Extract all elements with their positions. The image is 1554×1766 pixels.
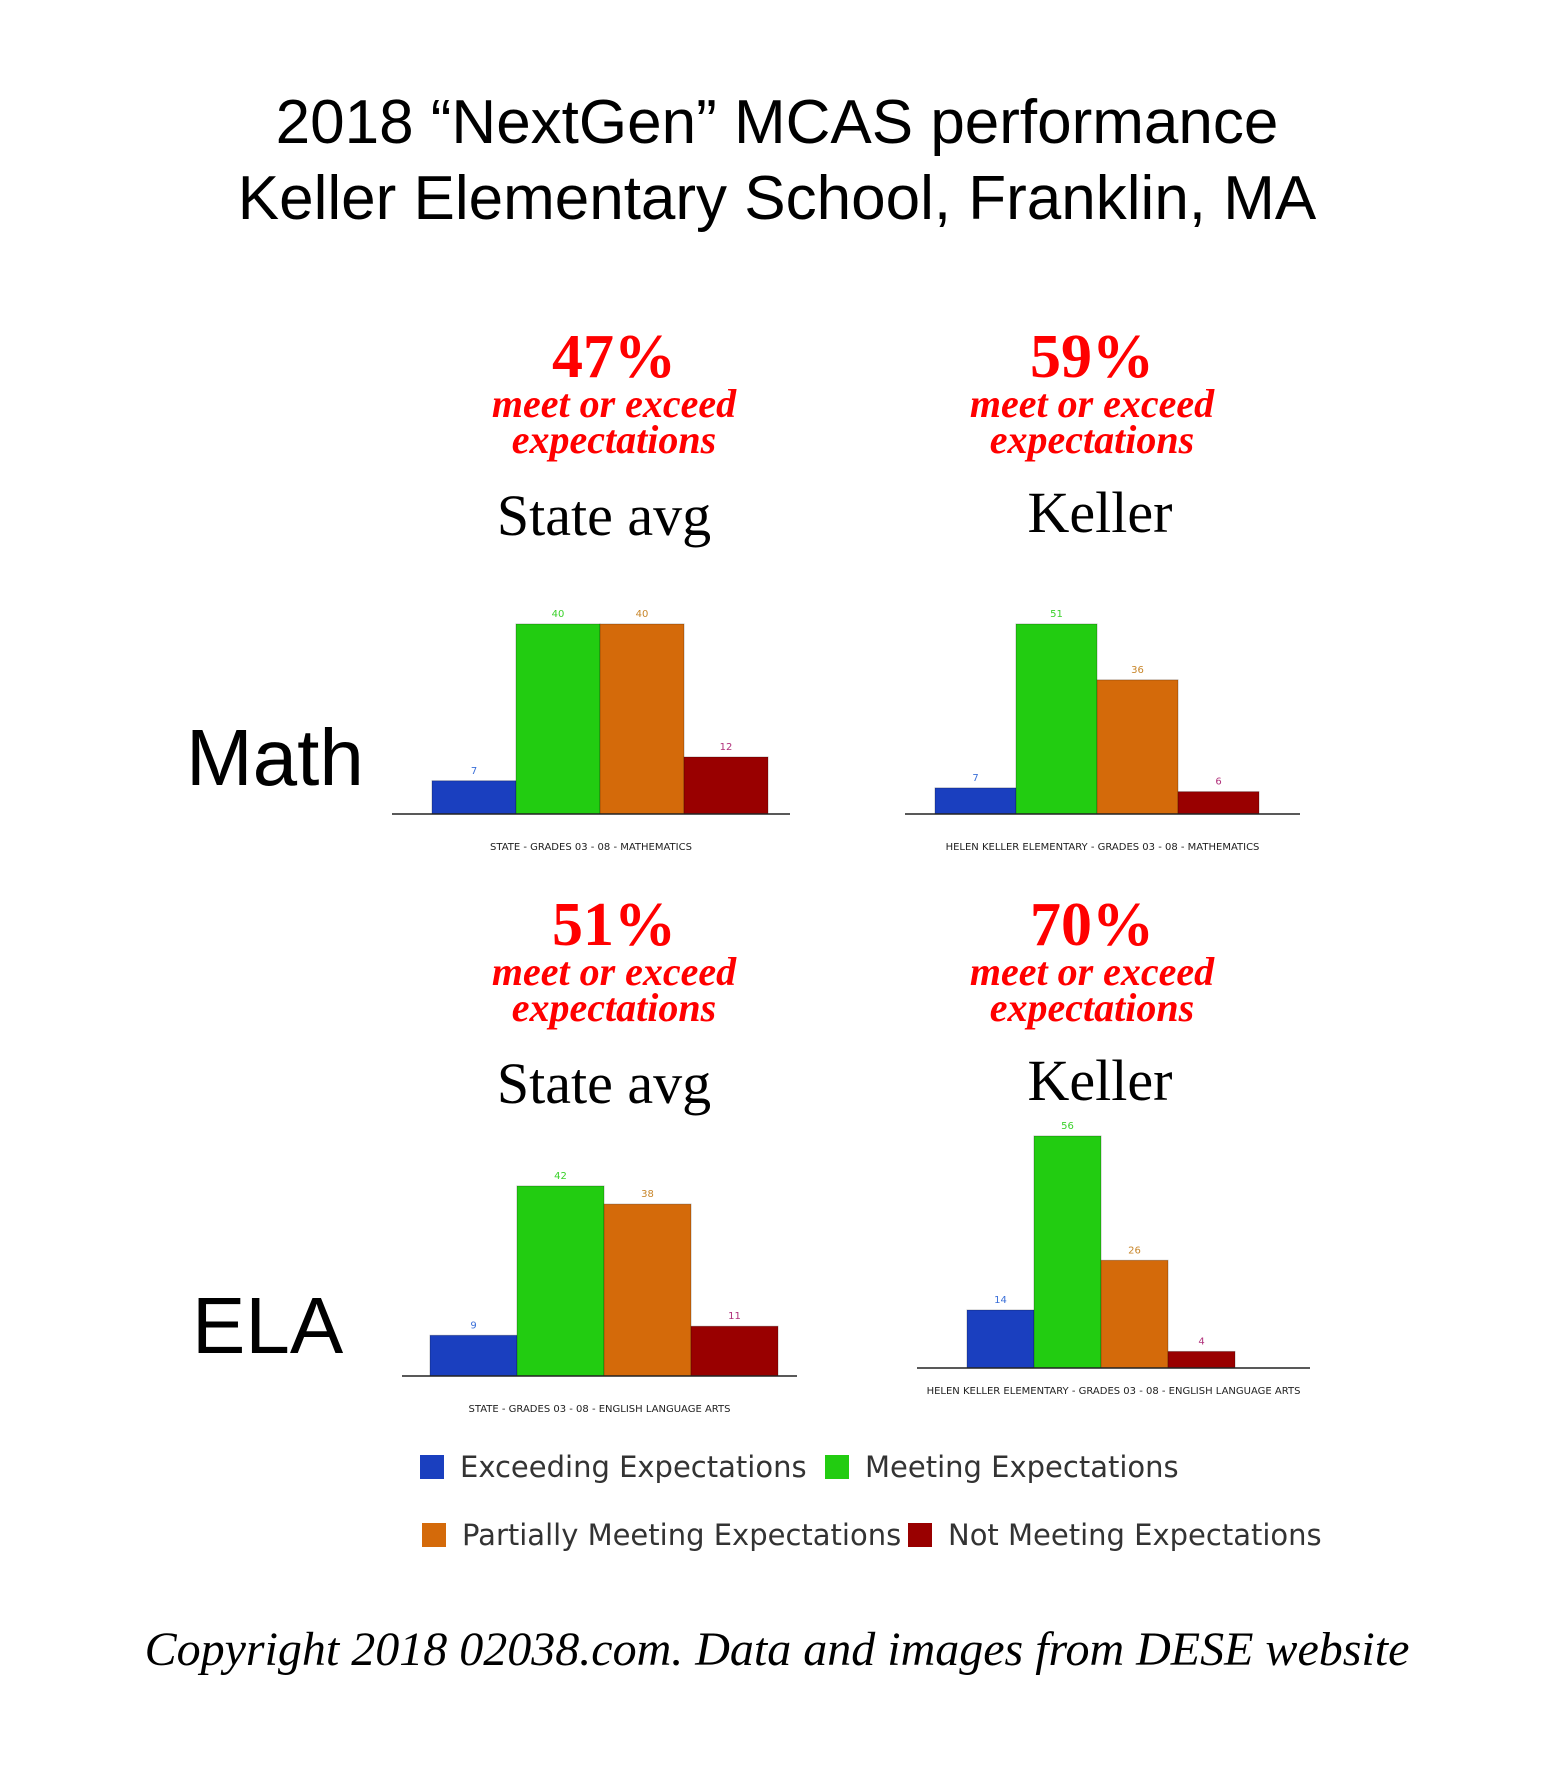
bar-value-label: 14 [994,1295,1007,1306]
legend-label: Partially Meeting Expectations [462,1518,902,1552]
math-keller-percent: 59% [1030,323,1154,391]
bar-not-meeting-expectations [684,757,768,814]
legend-item-partially-meeting [422,1518,901,1552]
x-axis-label: STATE - GRADES 03 - 08 - ENGLISH LANGUAGE ARTS [468,1404,731,1415]
math-keller-label: Keller [1027,480,1173,545]
bar-partially-meeting-expectations [1101,1260,1168,1368]
chart-title-line2: Keller Elementary School, Franklin, MA [237,164,1317,233]
bar-meeting-expectations [1016,624,1097,814]
bar-not-meeting-expectations [1168,1351,1235,1368]
ela-keller-percent: 70% [1030,891,1154,959]
bar-meeting-expectations [1034,1136,1101,1368]
x-axis-label: HELEN KELLER ELEMENTARY - GRADES 03 - 08 - MATHEMATICS [945,842,1260,853]
x-axis-label: STATE - GRADES 03 - 08 - MATHEMATICS [490,842,692,853]
legend-swatch [422,1523,446,1547]
legend-item-exceeding [420,1450,807,1484]
ela-state-bar-chart [390,1120,810,1420]
math-keller-bar-chart [890,560,1310,860]
bar-value-label: 26 [1128,1245,1141,1257]
ela-keller-caption-line2: expectations [989,985,1195,1030]
legend-swatch [825,1455,849,1479]
bar-value-label: 7 [470,765,478,777]
ela-state-caption-line2: expectations [511,985,717,1030]
bar-exceeding-expectations [935,788,1016,814]
subject-label-ela: ELA [192,1281,344,1370]
legend-label: Exceeding Expectations [460,1450,807,1484]
math-state-label: State avg [496,483,712,548]
bar-exceeding-expectations [432,781,516,814]
math-state-bar-chart [380,560,800,860]
ela-state-label: State avg [496,1051,712,1116]
legend-item-meeting [825,1450,1179,1484]
bar-exceeding-expectations [430,1335,517,1376]
chart-title-line1: 2018 “NextGen” MCAS performance [275,88,1279,157]
bar-exceeding-expectations [967,1310,1034,1368]
bar-partially-meeting-expectations [1097,680,1178,814]
math-state-percent: 47% [552,323,676,391]
legend-label: Not Meeting Expectations [948,1518,1322,1552]
math-state-caption-line1: meet or exceed [491,381,737,426]
copyright-footer: Copyright 2018 02038.com. Data and images from DESE website [144,1623,1410,1676]
bar-value-label: 9 [470,1320,477,1332]
bar-value-label: 56 [1061,1121,1074,1132]
ela-state-caption-line1: meet or exceed [491,949,737,994]
legend-item-not-meeting [908,1518,1322,1552]
bar-value-label: 7 [972,772,979,784]
bar-value-label: 40 [635,609,649,620]
legend-label: Meeting Expectations [865,1450,1179,1484]
bar-not-meeting-expectations [1178,792,1259,814]
bar-partially-meeting-expectations [600,624,684,814]
bar-meeting-expectations [516,624,600,814]
ela-keller-label: Keller [1027,1048,1173,1113]
bar-meeting-expectations [517,1186,604,1376]
bar-partially-meeting-expectations [604,1204,691,1376]
bar-value-label: 4 [1198,1336,1205,1348]
ela-state-percent: 51% [552,891,676,959]
x-axis-label: HELEN KELLER ELEMENTARY - GRADES 03 - 08 - ENGLISH LANGUAGE ARTS [926,1386,1301,1397]
math-state-caption-line2: expectations [511,417,717,462]
bar-value-label: 11 [728,1311,741,1323]
math-keller-caption-line1: meet or exceed [969,381,1215,426]
bar-value-label: 6 [1215,776,1222,788]
bar-value-label: 42 [554,1171,567,1182]
bar-value-label: 38 [641,1189,654,1201]
ela-keller-caption-line1: meet or exceed [969,949,1215,994]
subject-label-math: Math [186,713,364,802]
bar-not-meeting-expectations [691,1326,778,1376]
math-keller-caption-line2: expectations [989,417,1195,462]
bar-value-label: 12 [719,742,733,753]
bar-value-label: 40 [551,609,565,620]
bar-value-label: 51 [1050,609,1063,620]
bar-value-label: 36 [1131,664,1144,676]
legend-swatch [420,1455,444,1479]
ela-keller-bar-chart [905,1110,1325,1410]
legend-swatch [908,1523,932,1547]
